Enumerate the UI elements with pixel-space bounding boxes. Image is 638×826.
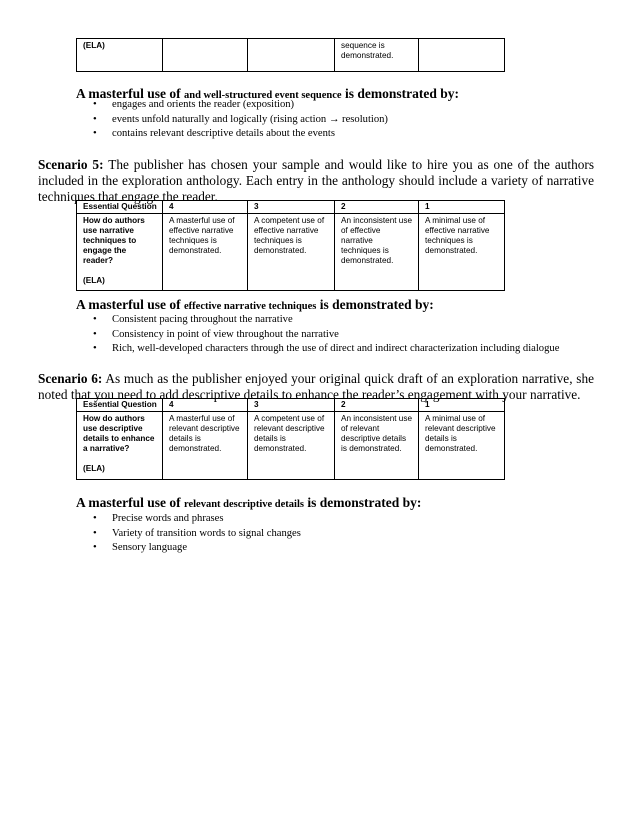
list-item-text: Consistency in point of view throughout the narrative [112,328,339,340]
bullet-icon: • [93,128,97,139]
heading-lead: A masterful use of [76,495,181,510]
rubric-table-scenario-5 [76,200,505,291]
list-item-text: contains relevant descriptive details about the events [112,128,335,139]
list-item [93,528,301,543]
criteria-heading-descriptive-details [76,495,421,511]
list-item [93,114,388,129]
bullet-icon: • [93,542,97,553]
heading-focus: relevant descriptive details [184,499,304,510]
list-item [93,314,559,329]
table-header-cell: 2 [335,399,419,412]
list-item-text: Variety of transition words to signal changes [112,527,301,539]
heading-tail: is demonstrated by: [319,297,434,312]
bullet-icon: • [93,527,97,539]
table-row [77,412,505,480]
essential-question: How do authors use narrative techniques to engage the reader? [83,216,145,265]
list-item-text: engages and orients the reader (exposition) [112,99,295,110]
table-cell [248,39,335,72]
list-item-text: events unfold naturally and logically (rising action → resolution) [112,113,388,125]
bullet-icon: • [93,314,97,325]
heading-focus: and well-structured event sequence [184,90,342,101]
scenario-label: Scenario 6: [38,371,103,386]
table-header-cell: Essential Question [77,399,163,412]
table-cell: A competent use of effective narrative techniques is demonstrated. [248,214,335,291]
table-header-cell: 4 [163,399,248,412]
rubric-table-continued [76,38,505,72]
list-item [93,99,388,114]
table-cell: A masterful use of effective narrative techniques is demonstrated. [163,214,248,291]
ela-tag: (ELA) [83,41,105,50]
rubric-table-scenario-6 [76,398,505,480]
table-cell [77,214,163,291]
criteria-list-descriptive-details [93,513,301,557]
scenario-text: The publisher has chosen your sample and would like to hire you as one of the authors included in the exploration anthology. Each entry in the anthology should include a variety of narrative techniques that engage the reader. [38,157,594,204]
table-header-row [77,399,505,412]
heading-focus: effective narrative techniques [184,301,317,312]
criteria-list-event-sequence [93,99,388,143]
list-item [93,343,559,358]
table-header-row [77,201,505,214]
table-cell [163,39,248,72]
table-cell: sequence is demonstrated. [335,39,419,72]
table-row [77,214,505,291]
scenario-text: As much as the publisher enjoyed your original quick draft of an exploration narrative, she noted that you need to add descriptive details to enhance the reader’s engagement with your narrative. [38,371,595,402]
essential-question: How do authors use descriptive details to enhance a narrative? [83,414,155,453]
criteria-heading-narrative-techniques [76,297,434,313]
table-cell: A competent use of relevant descriptive details is demonstrated. [248,412,335,480]
table-cell [77,39,163,72]
table-cell: An inconsistent use of effective narrative techniques is demonstrated. [335,214,419,291]
table-cell [77,412,163,480]
table-header-cell: 1 [419,399,505,412]
scenario-5-paragraph [38,157,594,205]
bullet-icon: • [93,113,97,125]
list-item [93,329,559,344]
table-header-cell: 1 [419,201,505,214]
table-header-cell: Essential Question [77,201,163,214]
table-cell: A minimal use of relevant descriptive details is demonstrated. [419,412,505,480]
heading-lead: A masterful use of [76,297,181,312]
list-item [93,513,301,528]
table-row [77,39,505,72]
table-header-cell: 3 [248,201,335,214]
table-header-cell: 3 [248,399,335,412]
list-item [93,128,388,143]
ela-tag: (ELA) [83,464,105,473]
table-cell: A masterful use of relevant descriptive details is demonstrated. [163,412,248,480]
heading-tail: is demonstrated by: [344,86,459,101]
table-cell [419,39,505,72]
list-item-text: Consistent pacing throughout the narrative [112,314,293,325]
bullet-icon: • [93,99,97,110]
bullet-icon: • [93,328,97,340]
list-item-text: Sensory language [112,542,188,553]
heading-tail: is demonstrated by: [307,495,422,510]
table-cell: An inconsistent use of relevant descriptive details is demonstrated. [335,412,419,480]
list-item-text: Rich, well-developed characters through the use of direct and indirect characterization including dialogue [112,343,560,354]
ela-tag: (ELA) [83,276,105,285]
table-cell: A minimal use of effective narrative techniques is demonstrated. [419,214,505,291]
list-item-text: Precise words and phrases [112,513,224,524]
heading-lead: A masterful use of [76,86,181,101]
list-item [93,542,301,557]
bullet-icon: • [93,343,97,354]
criteria-list-narrative-techniques [93,314,559,358]
table-header-cell: 2 [335,201,419,214]
bullet-icon: • [93,513,97,524]
table-header-cell: 4 [163,201,248,214]
scenario-label: Scenario 5: [38,157,104,172]
